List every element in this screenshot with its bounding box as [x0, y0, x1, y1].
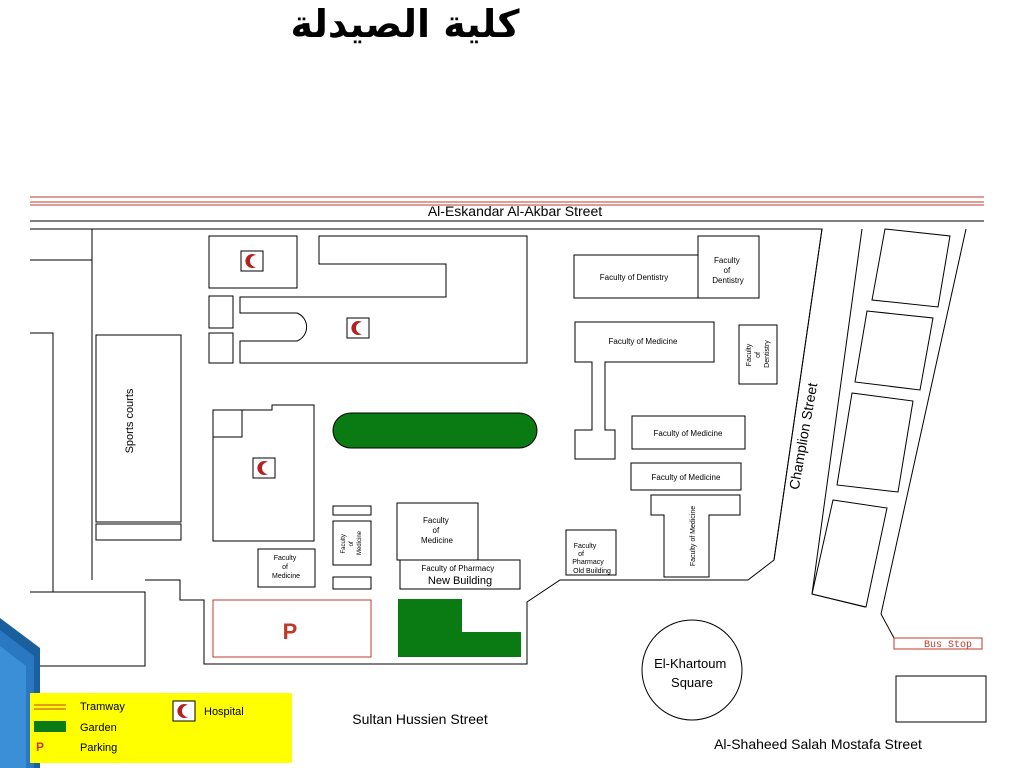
street-label-top: Al-Eskandar Al-Akbar Street: [427, 203, 603, 219]
faculty-medicine-6-line-1: Faculty: [273, 555, 297, 562]
street-label-bottom-right: Al-Shaheed Salah Mostafa Street: [714, 736, 922, 752]
faculty-medicine-7-line-2: of: [432, 526, 440, 535]
annex-small-3: [213, 410, 242, 437]
garden-l-shape: [398, 599, 521, 657]
parking-mark: P: [282, 619, 298, 644]
faculty-medicine-5-line-2: of: [349, 541, 355, 547]
faculty-medicine-7-line-3: Medicine: [420, 536, 454, 545]
left-block-top: [30, 229, 92, 260]
faculty-dentistry-2-line-1: Faculty: [713, 256, 740, 265]
faculty-medicine-4-label: Faculty of Medicine: [690, 505, 697, 567]
legend-parking-label: Parking: [80, 742, 118, 754]
legend-parking-symbol: P: [36, 740, 45, 754]
faculty-dentistry-2-line-3: Dentistry: [712, 276, 744, 285]
right-block-5: [896, 676, 986, 722]
faculty-dentistry-1-label: Faculty of Dentistry: [599, 273, 669, 282]
legend-garden-swatch: [34, 721, 66, 732]
faculty-medicine-7-line-1: Faculty: [422, 516, 449, 525]
hospital-icon: [173, 701, 195, 721]
street-label-bottom-left: Sultan Hussien Street: [352, 711, 488, 727]
right-block-3: [837, 393, 913, 492]
faculty-pharmacy-new-line-1: Faculty of Pharmacy: [421, 564, 495, 573]
legend-garden-label: Garden: [80, 722, 117, 734]
faculty-pharmacy-new-line-2: New Building: [427, 575, 493, 587]
champlion-street-label: Champlion Street: [785, 381, 821, 491]
annex-small-4: [333, 506, 371, 515]
right-block-4: [812, 500, 887, 607]
faculty-pharmacy-old-line-1: Faculty: [573, 543, 597, 550]
sports-courts-label: Sports courts: [124, 388, 136, 454]
sports-courts: [96, 335, 181, 522]
faculty-medicine-6-line-2: of: [282, 564, 288, 571]
right-block-2: [855, 311, 933, 390]
sports-courts-annex: [96, 524, 181, 540]
square-line-1: El-Khartoum: [654, 656, 727, 671]
faculty-medicine-6-line-3: Medicine: [271, 573, 301, 580]
faculty-dentistry-3-line-3: Dentistry: [764, 340, 771, 368]
faculty-medicine-5-line-1: Faculty: [341, 534, 347, 554]
garden-oval: [333, 413, 537, 448]
faculty-medicine-2-label: Faculty of Medicine: [653, 429, 723, 438]
faculty-pharmacy-old-line-2: of: [578, 551, 584, 558]
legend-tramway-label: Tramway: [80, 701, 125, 713]
left-block-bottom: [30, 592, 145, 666]
annex-small-1: [209, 296, 233, 328]
annex-small-5: [333, 577, 371, 589]
right-block-1: [872, 229, 950, 307]
faculty-dentistry-3-line-2: of: [755, 352, 762, 358]
square-line-2: Square: [671, 675, 713, 690]
faculty-dentistry-3-line-1: Faculty: [746, 343, 753, 367]
annex-small-2: [209, 333, 233, 363]
faculty-dentistry-2-line-2: of: [723, 266, 731, 275]
hospital-icon: [347, 318, 369, 338]
faculty-medicine-3-label: Faculty of Medicine: [651, 473, 721, 482]
faculty-pharmacy-old-line-4: Old Building: [573, 568, 611, 575]
faculty-pharmacy-old-line-3: Pharmacy: [572, 559, 604, 566]
legend-hospital-label: Hospital: [204, 706, 244, 718]
page-title: كلية الصيدلة: [290, 2, 520, 46]
hospital-icon: [241, 251, 263, 271]
faculty-medicine-5-line-3: Medicine: [357, 530, 363, 556]
faculty-medicine-1-label: Faculty of Medicine: [608, 337, 678, 346]
map-legend: [30, 693, 292, 763]
hospital-icon: [253, 458, 275, 478]
left-block-middle: [30, 333, 53, 592]
bus-stop-label: Bus Stop: [923, 640, 973, 651]
